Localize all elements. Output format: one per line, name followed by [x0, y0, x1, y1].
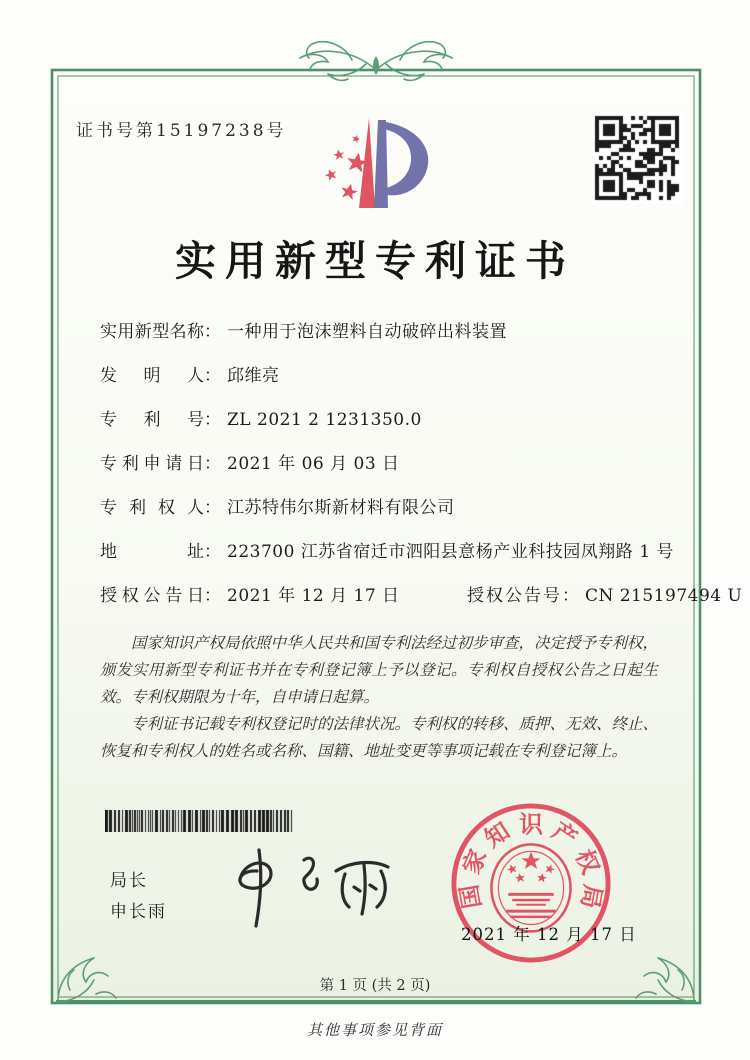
field-row-name: 实用新型名称： 一种用于泡沫塑料自动破碎出料装置: [100, 322, 507, 342]
svg-text:国: 国: [454, 882, 487, 911]
svg-text:权: 权: [569, 845, 605, 879]
certificate-title: 实用新型专利证书: [175, 237, 575, 285]
field-label: 地址: [100, 542, 204, 562]
field-value: 2021 年 12 月 17 日: [227, 586, 400, 606]
field-value: 223700 江苏省宿迁市泗阳县意杨产业科技园凤翔路 1 号: [227, 542, 674, 562]
director-signature: [212, 840, 402, 932]
signer-title: 局长: [110, 871, 148, 891]
logo-p-bowl: [381, 122, 428, 195]
seal-date: 2021 年 12 月 17 日: [461, 925, 637, 944]
field-value: 邱维亮: [227, 366, 280, 386]
field-row-patent-number: 专利号： ZL 2021 2 1231350.0: [100, 410, 422, 430]
barcode: [105, 810, 295, 832]
svg-text:识: 识: [519, 810, 543, 839]
field-row-inventor: 发明人： 邱维亮: [100, 366, 280, 386]
national-emblem-icon: [491, 844, 570, 931]
legal-paragraph-2: 专利证书记载专利权登记时的法律状况。专利权的转移、质押、无效、终止、恢复和专利权人的姓名或名称、国籍、地址变更等事项记载在专利登记簿上。: [100, 715, 659, 760]
qr-code: [591, 112, 683, 204]
cnipa-logo-icon: [303, 104, 453, 222]
legal-text: [100, 630, 658, 765]
svg-text:产: 产: [547, 816, 583, 853]
field-grant-number: 授权公告号： CN 215197494 U: [466, 586, 743, 606]
field-label: 授权公告日: [100, 586, 204, 606]
field-label: 授权公告号: [466, 586, 562, 606]
field-value: ZL 2021 2 1231350.0: [227, 410, 422, 430]
field-row-grant-date: 授权公告日： 2021 年 12 月 17 日 授权公告号： CN 215197494 U: [100, 586, 743, 606]
signer-name: 申长雨: [110, 902, 167, 922]
legal-paragraph-1: 国家知识产权局依照中华人民共和国专利法经过初步审查，决定授予专利权，颁发实用新型专利证书并在专利登记簿上予以登记。专利权自授权公告之日起生效。专利权期限为十年，自申请日起算。: [100, 634, 659, 706]
field-value: 江苏特伟尔斯新材料有限公司: [227, 498, 455, 518]
field-list: [100, 320, 743, 628]
field-label: 实用新型名称: [100, 322, 204, 342]
field-value: 一种用于泡沫塑料自动破碎出料装置: [227, 322, 507, 342]
field-label: 专利权人: [100, 498, 204, 518]
field-row-address: 地址： 223700 江苏省宿迁市泗阳县意杨产业科技园凤翔路 1 号: [100, 542, 674, 562]
svg-text:家: 家: [457, 845, 493, 879]
page-number: 第 1 页 (共 2 页): [319, 978, 431, 994]
logo-blue-bar: [374, 120, 388, 208]
field-label: 发明人: [100, 366, 204, 386]
field-row-patentee: 专利权人： 江苏特伟尔斯新材料有限公司: [100, 498, 455, 518]
field-value: CN 215197494 U: [584, 586, 743, 606]
certificate-number: 证书号第15197238号: [76, 121, 287, 141]
field-row-filing-date: 专利申请日： 2021 年 06 月 03 日: [100, 454, 400, 474]
svg-text:知: 知: [479, 816, 515, 853]
field-label: 专利号: [100, 410, 204, 430]
svg-text:局: 局: [575, 882, 608, 911]
field-label: 专利申请日: [100, 454, 204, 474]
back-note: 其他事项参见背面: [306, 1021, 443, 1039]
field-value: 2021 年 06 月 03 日: [227, 454, 400, 474]
